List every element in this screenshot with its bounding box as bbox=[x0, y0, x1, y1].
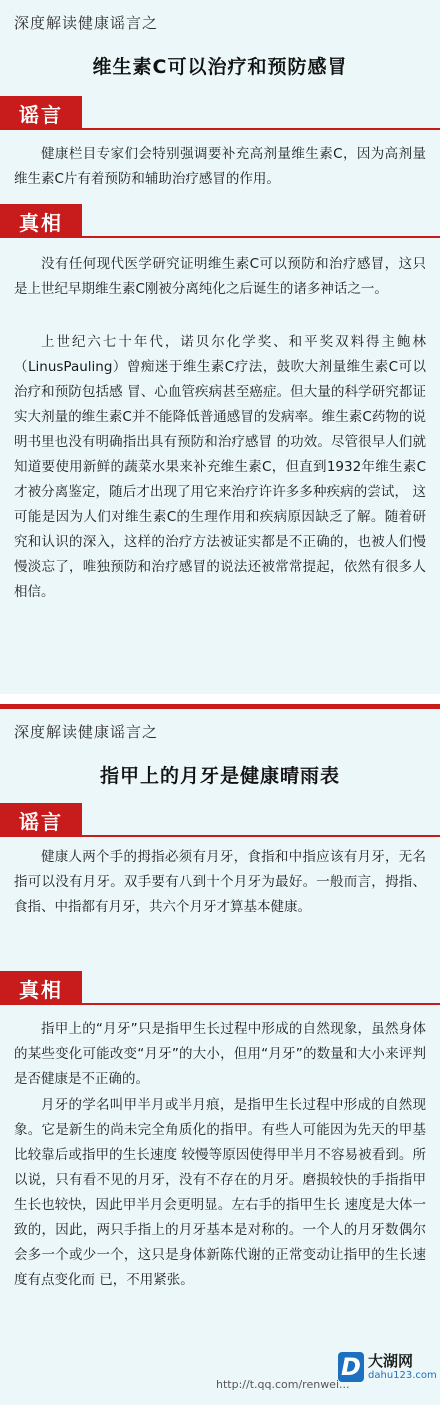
rumor-label: 谣言 bbox=[0, 803, 82, 837]
truth-paragraph: 月牙的学名叫甲半月或半月痕，是指甲生长过程中形成的自然现象。它是新生的尚未完全角质化的指甲。有些人可能因为先天的甲基比较靠后或指甲的生长速度 较慢等原因使得甲半月不容易被看到。所以说，只有看不见的月牙，没有不存在的月牙。磨损较快的手指指甲生长也较快，因此甲半月会更明显。左右手的指甲生长 速度是大体一致的，因此，两只手指上的月牙基本是对称的。一个人的月牙数偶尔会多一个或少一个，这只是身体新陈代谢的正常变动让指甲的生长速度有点变化而 已，不用紧张。 bbox=[14, 1097, 426, 1288]
rumor-text: 健康栏目专家们会特别强调要补充高剂量维生素C，因为高剂量维生素C片有着预防和辅助治疗感冒的作用。 bbox=[14, 146, 426, 187]
rumor-label: 谣言 bbox=[0, 96, 82, 130]
series-title: 深度解读健康谣言之 bbox=[14, 723, 159, 741]
series-title: 深度解读健康谣言之 bbox=[14, 14, 159, 32]
site-url: dahu123.com bbox=[368, 1370, 437, 1381]
source-url[interactable]: http://t.qq.com/renwei... bbox=[216, 1378, 350, 1391]
article-card-nail-moons bbox=[0, 704, 440, 1405]
site-watermark bbox=[338, 1350, 438, 1390]
site-name: 大湖网 bbox=[368, 1352, 414, 1370]
article-title: 维生素C可以治疗和预防感冒 bbox=[92, 56, 348, 78]
site-logo-icon: D bbox=[338, 1352, 364, 1382]
truth-paragraph: 指甲上的“月牙”只是指甲生长过程中形成的自然现象，虽然身体的某些变化可能改变“月牙”的大小，但用“月牙”的数量和大小来评判是否健康是不正确的。 bbox=[14, 1021, 426, 1087]
rumor-text: 健康人两个手的拇指必须有月牙，食指和中指应该有月牙，无名指可以没有月牙。双手要有八到十个月牙为最好。一般而言，拇指、食指、中指都有月牙，共六个月牙才算基本健康。 bbox=[14, 849, 426, 915]
truth-label: 真相 bbox=[0, 204, 82, 238]
truth-paragraph: 没有任何现代医学研究证明维生素C可以预防和治疗感冒，这只是上世纪早期维生素C刚被分离纯化之后诞生的诸多神话之一。 bbox=[14, 256, 426, 297]
article-card-vitamin-c bbox=[0, 0, 440, 694]
truth-paragraph: 上世纪六七十年代，诺贝尔化学奖、和平奖双料得主鲍林（LinusPauling）曾痴迷于维生素C疗法，鼓吹大剂量维生素C可以治疗和预防包括感 冒、心血管疾病甚至癌症。但大量的科学研究都证实大剂量的维生素C并不能降低普通感冒的发病率。维生素C药物的说明书里也没有明确指出具有预防和治疗感冒 的功效。尽管很早人们就知道要使用新鲜的蔬菜水果来补充维生素C，但直到1932年维生素C才被分离鉴定，随后才出现了用它来治疗许许多多种疾病的尝试， 这可能是因为人们对维生素C的生理作用和疾病原因缺乏了解。随着研究和认识的深入，这样的治疗方法被证实都是不正确的，也被人们慢慢淡忘了，唯独预防和治疗感冒的说法还被常常提起，依然有很多人相信。 bbox=[14, 334, 426, 600]
truth-label: 真相 bbox=[0, 971, 82, 1005]
article-title: 指甲上的月牙是健康晴雨表 bbox=[99, 765, 340, 787]
